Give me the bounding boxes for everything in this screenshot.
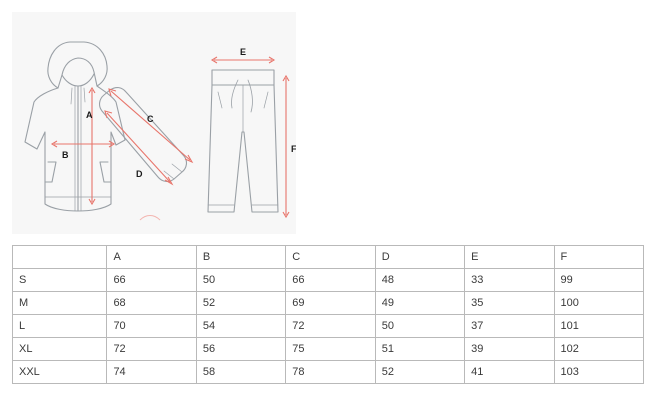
label-f: F bbox=[291, 144, 296, 154]
column-header-e: E bbox=[465, 246, 554, 269]
cell-f: 102 bbox=[554, 338, 643, 361]
cell-size: XL bbox=[13, 338, 107, 361]
cell-size: M bbox=[13, 292, 107, 315]
table-row bbox=[13, 338, 644, 361]
cell-a: 72 bbox=[107, 338, 196, 361]
cell-b: 56 bbox=[196, 338, 285, 361]
cell-d: 49 bbox=[375, 292, 464, 315]
cell-f: 99 bbox=[554, 269, 643, 292]
cell-size: S bbox=[13, 269, 107, 292]
table-row bbox=[13, 361, 644, 384]
column-header-b: B bbox=[196, 246, 285, 269]
table-header-row bbox=[13, 246, 644, 269]
label-c: C bbox=[147, 114, 154, 124]
cell-size: L bbox=[13, 315, 107, 338]
cell-d: 50 bbox=[375, 315, 464, 338]
table-row bbox=[13, 269, 644, 292]
cell-d: 48 bbox=[375, 269, 464, 292]
table-row bbox=[13, 292, 644, 315]
cell-c: 72 bbox=[286, 315, 375, 338]
cell-f: 101 bbox=[554, 315, 643, 338]
column-header-c: C bbox=[286, 246, 375, 269]
cell-e: 33 bbox=[465, 269, 554, 292]
cell-d: 52 bbox=[375, 361, 464, 384]
size-table bbox=[12, 245, 644, 384]
cell-a: 68 bbox=[107, 292, 196, 315]
cell-a: 70 bbox=[107, 315, 196, 338]
cell-c: 69 bbox=[286, 292, 375, 315]
label-d: D bbox=[136, 169, 143, 179]
cell-b: 54 bbox=[196, 315, 285, 338]
cell-c: 78 bbox=[286, 361, 375, 384]
cell-b: 52 bbox=[196, 292, 285, 315]
cell-e: 37 bbox=[465, 315, 554, 338]
cell-size: XXL bbox=[13, 361, 107, 384]
cell-a: 74 bbox=[107, 361, 196, 384]
column-header-f: F bbox=[554, 246, 643, 269]
cell-a: 66 bbox=[107, 269, 196, 292]
cell-c: 66 bbox=[286, 269, 375, 292]
label-e: E bbox=[240, 47, 247, 57]
cell-e: 39 bbox=[465, 338, 554, 361]
table-row bbox=[13, 315, 644, 338]
cell-f: 100 bbox=[554, 292, 643, 315]
cell-e: 35 bbox=[465, 292, 554, 315]
cell-f: 103 bbox=[554, 361, 643, 384]
cell-b: 58 bbox=[196, 361, 285, 384]
cell-d: 51 bbox=[375, 338, 464, 361]
size-table-container bbox=[12, 245, 644, 384]
cell-b: 50 bbox=[196, 269, 285, 292]
label-b: B bbox=[62, 150, 69, 160]
measurement-illustration bbox=[12, 12, 296, 234]
cell-c: 75 bbox=[286, 338, 375, 361]
column-header-a: A bbox=[107, 246, 196, 269]
label-a: A bbox=[86, 110, 93, 120]
column-header-d: D bbox=[375, 246, 464, 269]
column-header-size bbox=[13, 246, 107, 269]
cell-e: 41 bbox=[465, 361, 554, 384]
